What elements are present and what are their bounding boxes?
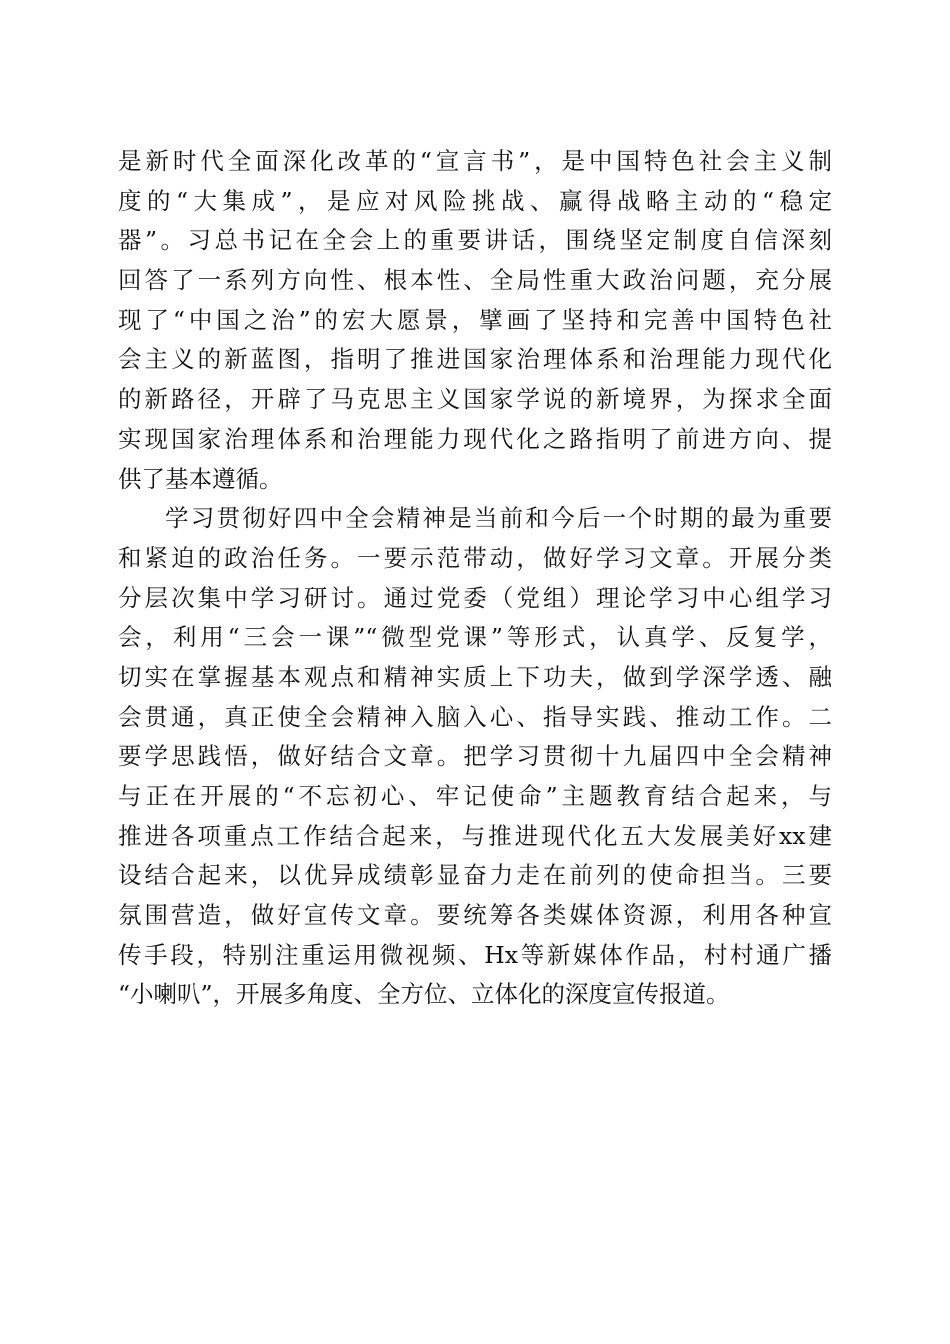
paragraph-2 (118, 499, 832, 1015)
paragraph-1 (118, 142, 832, 499)
paragraph-2-line-6: 会贯通，真正使全会精神入脑入心、指导实践、推动工作。二 (118, 702, 832, 731)
paragraph-2-line-9: 推进各项重点工作结合起来，与推进现代化五大发展美好xx建 (118, 821, 832, 850)
paragraph-2-line-13: “小喇叭”，开展多角度、全方位、立体化的深度宣传报道。 (118, 980, 730, 1009)
paragraph-1-line-1: 是新时代全面深化改革的“宣言书”，是中国特色社会主义制 (118, 147, 832, 175)
paragraph-2-line-10: 设结合起来，以优异成绩彰显奋力走在前列的使命担当。三要 (118, 861, 832, 890)
paragraph-2-line-1: 学习贯彻好四中全会精神是当前和今后一个时期的最为重要 (165, 504, 832, 533)
paragraph-1-line-6: 会主义的新蓝图，指明了推进国家治理体系和治理能力现代化 (118, 345, 832, 374)
paragraph-1-line-5: 现了“中国之治”的宏大愿景，擘画了坚持和完善中国特色社 (118, 305, 832, 334)
paragraph-2-line-3: 分层次集中学习研讨。通过党委（党组）理论学习中心组学习 (118, 583, 832, 612)
paragraph-2-line-4: 会，利用“三会一课”“微型党课”等形式，认真学、反复学， (118, 623, 832, 652)
paragraph-2-line-5: 切实在掌握基本观点和精神实质上下功夫，做到学深学透、融 (118, 662, 832, 691)
paragraph-2-line-2: 和紧迫的政治任务。一要示范带动，做好学习文章。开展分类 (118, 543, 832, 572)
paragraph-2-line-12: 传手段，特别注重运用微视频、Hx等新媒体作品，村村通广播 (118, 940, 832, 969)
paragraph-2-line-11: 氛围营造，做好宣传文章。要统筹各类媒体资源，利用各种宣 (118, 901, 832, 930)
paragraph-2-line-7: 要学思践悟，做好结合文章。把学习贯彻十九届四中全会精神 (118, 742, 832, 771)
paragraph-1-line-2: 度的“大集成”，是应对风险挑战、赢得战略主动的“稳定 (118, 186, 832, 215)
paragraph-1-line-7: 的新路径，开辟了马克思主义国家学说的新境界，为探求全面 (118, 385, 832, 414)
document-body (118, 142, 832, 1015)
paragraph-1-line-4: 回答了一系列方向性、根本性、全局性重大政治问题，充分展 (118, 266, 832, 295)
paragraph-1-line-9: 供了基本遵循。 (118, 464, 283, 493)
paragraph-1-line-3: 器”。习总书记在全会上的重要讲话，围绕坚定制度自信深刻 (118, 226, 832, 255)
paragraph-1-line-8: 实现国家治理体系和治理能力现代化之路指明了前进方向、提 (118, 424, 832, 453)
paragraph-2-line-8: 与正在开展的“不忘初心、牢记使命”主题教育结合起来，与 (118, 782, 832, 810)
